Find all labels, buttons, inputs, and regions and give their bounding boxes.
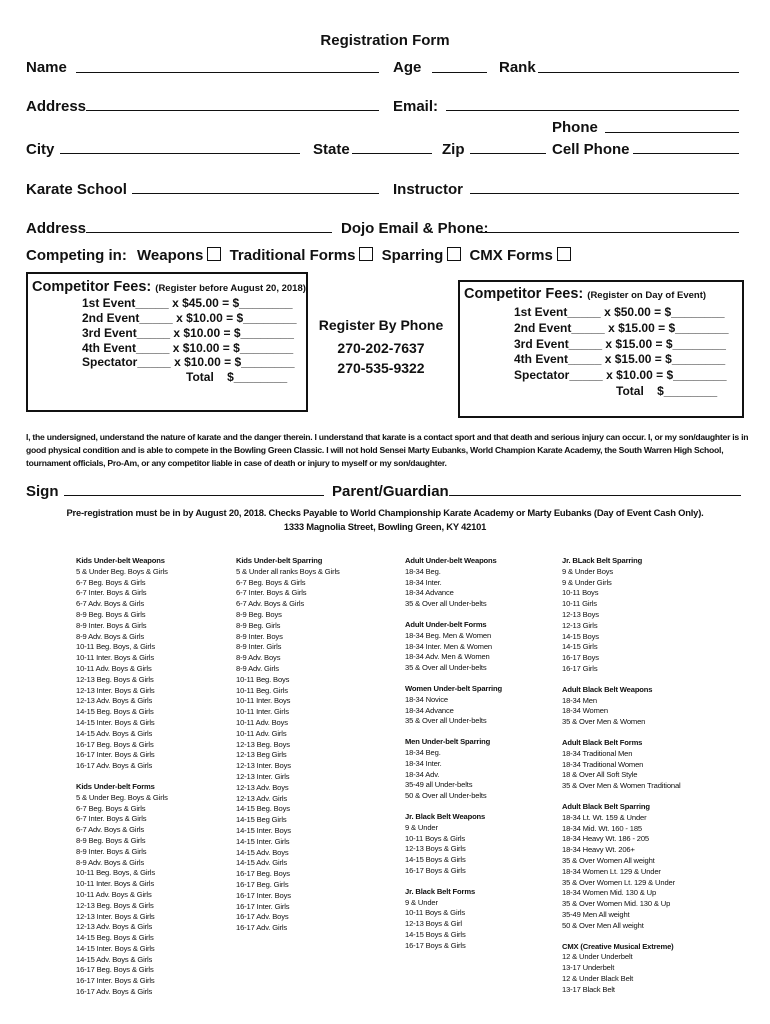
fee-day-row-1 <box>514 305 725 319</box>
division-item: 18-34 Adv. <box>405 769 440 779</box>
division-item: 16-17 Adv. Girls <box>236 923 288 933</box>
option-sparring[interactable] <box>382 247 462 264</box>
address-field[interactable] <box>86 110 379 111</box>
division-header: Adult Black Belt Sparring <box>562 801 650 811</box>
fees-before-box <box>26 272 308 412</box>
division-header: Jr. Black Belt Weapons <box>405 811 486 821</box>
waiver-text: I, the undersigned, understand the nature of karate and the danger therein. I understand that karate is a contact sport and that death and serious injury can occur. I, or my son/daughter is in good physical condition and is able to compete in the Bowling Green Classic. I will not hold Sensei Marty Eubanks, World Champion Karate Academy, the South Warren High School, tournament officials, Pro-Am, or any competitor liable in case of death or injury to myself or my son/daughter. <box>26 432 749 468</box>
fee-before-row-3 <box>82 326 294 340</box>
division-item: 16-17 Beg. Boys <box>236 869 290 879</box>
fee-total: $________ <box>233 341 294 355</box>
division-item: 18-34 Advance <box>405 705 454 715</box>
fee-label: 1st Event_____ <box>514 305 601 319</box>
fee-total: $________ <box>665 337 726 351</box>
division-item: 12-13 Inter. Boys & Girls <box>76 911 155 921</box>
division-item: 10-11 Inter. Girls <box>236 707 289 717</box>
register-phone-1: 270-202-7637 <box>337 340 425 356</box>
age-field[interactable] <box>432 72 487 73</box>
rank-label: Rank <box>499 59 536 76</box>
division-item: 18-34 Beg. Men & Women <box>405 630 492 640</box>
fee-total: $________ <box>665 352 726 366</box>
fees-day-title-text: Competitor Fees: <box>464 286 584 302</box>
division-item: 9 & Under Girls <box>562 577 612 587</box>
division-item: 8-9 Inter. Boys & Girls <box>76 620 147 630</box>
division-item: 5 & Under Beg. Boys & Girls <box>76 566 168 576</box>
dojo-label: Dojo Email & Phone: <box>341 220 489 237</box>
fees-before-note: (Register before August 20, 2018) <box>155 283 306 294</box>
state-field[interactable] <box>352 153 432 154</box>
division-item: 10-11 Beg. Boys, & Girls <box>76 868 155 878</box>
division-item: 5 & Under all ranks Boys & Girls <box>236 566 340 576</box>
fee-day-row-3 <box>514 337 726 351</box>
division-item: 10-11 Inter. Boys & Girls <box>76 879 154 889</box>
fees-day-box <box>458 280 744 418</box>
division-item: 5 & Under Beg. Boys & Girls <box>76 792 168 802</box>
division-item: 18-34 Inter. <box>405 577 442 587</box>
fee-label: 3rd Event_____ <box>82 326 171 340</box>
city-field[interactable] <box>60 153 300 154</box>
weapons-checkbox[interactable] <box>207 247 221 261</box>
traditional-forms-checkbox[interactable] <box>359 247 373 261</box>
prereg-line-1: Pre-registration must be in by August 20, 2018. Checks Payable to World Championship Karate Academy or Marty Eubanks (Day of Event Cash Only). <box>66 507 704 518</box>
address-label: Address <box>26 98 87 115</box>
division-item: 10-11 Adv. Boys & Girls <box>76 663 152 673</box>
division-item: 18-34 Novice <box>405 694 448 704</box>
section-gap <box>405 877 502 887</box>
division-item: 6-7 Adv. Boys & Girls <box>76 599 145 609</box>
fee-price: x $10.00 = <box>174 355 232 369</box>
division-item: 10-11 Adv. Girls <box>236 728 287 738</box>
fee-price: x $15.00 = <box>605 337 663 351</box>
division-item: 6-7 Inter. Boys & Girls <box>76 588 147 598</box>
division-item: 16-17 Beg. Girls <box>236 879 289 889</box>
division-item: 14-15 Inter. Girls <box>236 836 290 846</box>
fees-before-title <box>32 279 306 295</box>
division-item: 8-9 Inter. Girls <box>236 642 282 652</box>
instructor-field[interactable] <box>470 193 739 194</box>
section-gap <box>405 674 502 684</box>
division-header: Men Under-belt Sparring <box>405 737 491 747</box>
section-gap <box>562 932 681 942</box>
division-item: 14-15 Boys & Girls <box>405 929 466 939</box>
register-phone-2: 270-535-9322 <box>337 360 425 376</box>
division-item: 12-13 Adv. Boys & Girls <box>76 696 153 706</box>
division-header: Jr. Black Belt Forms <box>405 886 476 896</box>
fee-day-total <box>616 384 717 398</box>
division-item: 12-13 Boys <box>562 609 599 619</box>
section-gap <box>562 728 681 738</box>
division-item: 35 & Over Women Mid. 130 & Up <box>562 899 671 909</box>
division-item: 16-17 Adv. Boys & Girls <box>76 761 153 771</box>
division-item: 12-13 Inter. Boys <box>236 761 291 771</box>
division-item: 13-17 Black Belt <box>562 984 615 994</box>
fee-price: x $10.00 = <box>172 341 230 355</box>
division-item: 35 & Over Men & Women <box>562 717 646 727</box>
total-value: $________ <box>657 384 718 398</box>
division-item: 18-34 Inter. Men & Women <box>405 641 493 651</box>
division-item: 12 & Under Black Belt <box>562 973 634 983</box>
division-item: 12-13 Inter. Girls <box>236 771 290 781</box>
school-address-field[interactable] <box>86 232 332 233</box>
age-label: Age <box>393 59 422 76</box>
division-item: 10-11 Boys & Girls <box>405 908 466 918</box>
fee-total: $________ <box>664 305 725 319</box>
section-gap <box>405 610 502 620</box>
name-label: Name <box>26 59 67 76</box>
division-item: 8-9 Adv. Boys & Girls <box>76 631 145 641</box>
division-header: Jr. BLack Belt Sparring <box>562 556 643 565</box>
division-item: 10-11 Adv. Boys <box>236 717 288 727</box>
competing-row <box>26 247 571 264</box>
division-item: 9 & Under Boys <box>562 566 614 576</box>
state-label: State <box>313 141 350 158</box>
division-item: 16-17 Adv. Boys & Girls <box>76 987 153 997</box>
division-item: 18-34 Inter. <box>405 758 442 768</box>
division-item: 50 & Over all Under-belts <box>405 791 487 801</box>
fee-label: 2nd Event_____ <box>82 311 173 325</box>
division-item: 35 & Over all Under-belts <box>405 716 487 726</box>
fee-label: 2nd Event_____ <box>514 321 605 335</box>
name-field[interactable] <box>76 72 379 73</box>
fee-label: 4th Event_____ <box>82 341 170 355</box>
division-item: 16-17 Adv. Boys <box>236 912 289 922</box>
fee-label: Spectator_____ <box>82 355 171 369</box>
division-header: Kids Under-belt Sparring <box>236 556 323 565</box>
cell-phone-field[interactable] <box>633 153 739 154</box>
division-item: 16-17 Beg. Boys & Girls <box>76 965 154 975</box>
division-header: Adult Under-belt Forms <box>405 619 487 629</box>
division-item: 16-17 Boys & Girls <box>405 865 466 875</box>
phone-field[interactable] <box>605 132 739 133</box>
email-label: Email: <box>393 98 439 115</box>
division-item: 16-17 Inter. Boys & Girls <box>76 976 155 986</box>
division-item: 10-11 Beg. Boys <box>236 674 290 684</box>
option-sparring-label: Sparring <box>381 247 444 264</box>
division-item: 12-13 Beg Girls <box>236 750 287 760</box>
division-item: 13-17 Underbelt <box>562 963 615 973</box>
division-item: 6-7 Adv. Boys & Girls <box>236 599 305 609</box>
division-item: 14-15 Inter. Boys & Girls <box>76 717 155 727</box>
division-item: 16-17 Inter. Girls <box>236 901 290 911</box>
sparring-checkbox[interactable] <box>447 247 461 261</box>
division-item: 16-17 Inter. Boys <box>236 890 291 900</box>
division-item: 8-9 Adv. Boys & Girls <box>76 857 145 867</box>
division-item: 14-15 Adv. Boys <box>236 847 289 857</box>
instructor-label: Instructor <box>393 181 464 198</box>
fee-day-row-5 <box>514 368 727 382</box>
fee-label: 3rd Event_____ <box>514 337 603 351</box>
fees-before-title-text: Competitor Fees: <box>32 279 152 295</box>
fee-before-row-1 <box>82 296 293 310</box>
division-item: 8-9 Beg. Boys & Girls <box>76 609 146 619</box>
division-item: 18-34 Traditional Men <box>562 748 633 758</box>
division-item: 14-15 Boys & Girls <box>405 855 466 865</box>
division-item: 8-9 Inter. Boys & Girls <box>76 846 147 856</box>
division-item: 10-11 Girls <box>562 599 597 609</box>
division-header: Women Under-belt Sparring <box>405 683 502 693</box>
division-item: 35 & Over all Under-belts <box>405 663 487 673</box>
division-item: 18 & Over All Soft Style <box>562 770 638 780</box>
division-item: 35 & Over Women Lt. 129 & Under <box>562 877 675 887</box>
fee-day-row-4 <box>514 352 725 366</box>
fee-label: 1st Event_____ <box>82 296 169 310</box>
division-item: 8-9 Adv. Girls <box>236 663 279 673</box>
fee-before-row-2 <box>82 311 297 325</box>
total-label: Total <box>186 370 214 384</box>
option-weapons-label: Weapons <box>137 247 204 264</box>
division-item: 35 & Over Women All weight <box>562 855 655 865</box>
division-header: Kids Under-belt Forms <box>76 781 155 791</box>
division-item: 35-49 all Under-belts <box>405 780 473 790</box>
division-item: 10-11 Beg. Girls <box>236 685 288 695</box>
division-item: 18-34 Mid. Wt. 160 - 185 <box>562 823 642 833</box>
fees-day-title <box>464 286 706 302</box>
division-item: 35-49 Men All weight <box>562 909 630 919</box>
zip-field[interactable] <box>470 153 546 154</box>
division-item: 16-17 Boys <box>562 653 599 663</box>
division-item: 18-34 Advance <box>405 588 454 598</box>
division-header: Adult Black Belt Weapons <box>562 684 653 694</box>
fee-total: $________ <box>234 355 295 369</box>
division-item: 14-15 Beg. Boys & Girls <box>76 707 154 717</box>
division-item: 14-15 Beg. Boys & Girls <box>76 933 154 943</box>
register-phone-title: Register By Phone <box>318 317 444 333</box>
rank-field[interactable] <box>538 72 739 73</box>
division-item: 18-34 Adv. Men & Women <box>405 652 490 662</box>
form-title: Registration Form <box>320 32 450 49</box>
division-item: 18-34 Women <box>562 706 608 716</box>
city-label: City <box>26 141 55 158</box>
option-cmx-forms-label: CMX Forms <box>469 247 553 264</box>
fee-total: $________ <box>666 368 727 382</box>
division-item: 6-7 Adv. Boys & Girls <box>76 825 145 835</box>
division-item: 9 & Under <box>405 897 438 907</box>
division-item: 10-11 Adv. Boys & Girls <box>76 889 152 899</box>
division-item: 18-34 Lt. Wt. 159 & Under <box>562 812 647 822</box>
division-item: 8-9 Beg. Boys & Girls <box>76 835 146 845</box>
zip-label: Zip <box>442 141 465 158</box>
division-item: 16-17 Beg. Boys & Girls <box>76 739 154 749</box>
division-item: 10-11 Inter. Boys & Girls <box>76 653 154 663</box>
option-cmx-forms[interactable] <box>469 247 570 264</box>
email-field[interactable] <box>446 110 739 111</box>
division-item: 16-17 Girls <box>562 663 598 673</box>
division-header: Adult Black Belt Forms <box>562 737 643 747</box>
division-item: 18-34 Beg. <box>405 747 441 757</box>
school-address-label: Address <box>26 220 87 237</box>
division-item: 18-34 Traditional Women <box>562 759 644 769</box>
division-item: 12-13 Beg. Boys <box>236 739 290 749</box>
fee-price: x $50.00 = <box>604 305 662 319</box>
dojo-field[interactable] <box>478 232 739 233</box>
division-item: 12-13 Adv. Girls <box>236 793 288 803</box>
division-item: 14-15 Beg. Boys <box>236 804 290 814</box>
division-item: 9 & Under <box>405 822 438 832</box>
division-header: CMX (Creative Musical Extreme) <box>562 941 674 951</box>
division-item: 14-15 Adv. Girls <box>236 858 288 868</box>
division-item: 10-11 Boys & Girls <box>405 833 466 843</box>
division-item: 12-13 Beg. Boys & Girls <box>76 900 154 910</box>
division-item: 8-9 Beg. Girls <box>236 620 281 630</box>
division-item: 14-15 Boys <box>562 631 599 641</box>
division-header: Adult Under-belt Weapons <box>405 556 497 565</box>
division-item: 8-9 Beg. Boys <box>236 609 282 619</box>
fee-total: $________ <box>668 321 729 335</box>
section-gap <box>562 675 681 685</box>
division-item: 18-34 Beg. <box>405 566 441 576</box>
division-item: 10-11 Boys <box>562 588 599 598</box>
prereg-line-2: 1333 Magnolia Street, Bowling Green, KY 42101 <box>283 521 487 532</box>
fee-day-row-2 <box>514 321 729 335</box>
division-item: 14-15 Adv. Boys & Girls <box>76 954 153 964</box>
section-gap <box>405 802 502 812</box>
division-item: 12-13 Adv. Boys <box>236 782 289 792</box>
division-item: 12-13 Inter. Boys & Girls <box>76 685 155 695</box>
division-item: 14-15 Girls <box>562 642 598 652</box>
cmx-forms-checkbox[interactable] <box>557 247 571 261</box>
division-item: 18-34 Men <box>562 695 597 705</box>
fee-total: $________ <box>233 326 294 340</box>
division-item: 18-34 Heavy Wt. 206+ <box>562 845 635 855</box>
division-item: 8-9 Inter. Boys <box>236 631 283 641</box>
division-item: 35 & Over Men & Women Traditional <box>562 781 681 791</box>
division-item: 6-7 Beg. Boys & Girls <box>236 577 306 587</box>
division-item: 8-9 Adv. Boys <box>236 653 281 663</box>
division-item: 12-13 Boys & Girls <box>405 844 466 854</box>
division-item: 18-34 Women Mid. 130 & Up <box>562 888 657 898</box>
fee-before-total <box>186 370 287 384</box>
fee-price: x $10.00 = <box>606 368 664 382</box>
fee-before-row-4 <box>82 341 293 355</box>
fee-before-row-5 <box>82 355 295 369</box>
division-item: 6-7 Beg. Boys & Girls <box>76 803 146 813</box>
competing-label: Competing in: <box>26 247 127 264</box>
division-item: 16-17 Inter. Boys & Girls <box>76 750 155 760</box>
fee-label: Spectator_____ <box>514 368 603 382</box>
option-weapons[interactable] <box>137 247 221 264</box>
division-item: 14-15 Inter. Boys <box>236 825 291 835</box>
divisions-column-4 <box>562 556 681 995</box>
division-item: 14-15 Inter. Boys & Girls <box>76 943 155 953</box>
fee-label: 4th Event_____ <box>514 352 602 366</box>
division-item: 16-17 Boys & Girls <box>405 940 466 950</box>
divisions-column-1 <box>76 556 168 998</box>
fee-total: $________ <box>232 296 293 310</box>
divisions-column-2 <box>236 556 340 934</box>
option-traditional-forms-label: Traditional Forms <box>229 247 356 264</box>
division-item: 6-7 Inter. Boys & Girls <box>76 814 147 824</box>
karate-school-label: Karate School <box>26 181 127 198</box>
division-item: 14-15 Beg Girls <box>236 815 287 825</box>
fee-price: x $10.00 = <box>173 326 231 340</box>
option-traditional-forms[interactable] <box>230 247 374 264</box>
division-item: 12-13 Adv. Boys & Girls <box>76 922 153 932</box>
section-gap <box>562 792 681 802</box>
fee-price: x $45.00 = <box>172 296 230 310</box>
division-item: 12 & Under Underbelt <box>562 952 633 962</box>
division-item: 50 & Over Men All weight <box>562 920 644 930</box>
phone-label: Phone <box>552 119 598 136</box>
sign-field[interactable] <box>64 495 324 496</box>
karate-school-field[interactable] <box>132 193 379 194</box>
division-item: 6-7 Beg. Boys & Girls <box>76 577 146 587</box>
cell-phone-label: Cell Phone <box>552 141 630 158</box>
divisions-column-3 <box>405 556 502 952</box>
total-value: $________ <box>227 370 288 384</box>
fee-price: x $15.00 = <box>608 321 666 335</box>
division-item: 12-13 Girls <box>562 620 598 630</box>
total-label: Total <box>616 384 644 398</box>
fee-price: x $15.00 = <box>604 352 662 366</box>
sign-label: Sign <box>26 483 59 500</box>
parent-field[interactable] <box>449 495 741 496</box>
section-gap <box>76 772 168 782</box>
division-item: 12-13 Boys & Girl <box>405 919 462 929</box>
division-item: 6-7 Inter. Boys & Girls <box>236 588 307 598</box>
fee-price: x $10.00 = <box>176 311 234 325</box>
division-item: 10-11 Inter. Boys <box>236 696 291 706</box>
division-item: 18-34 Women Lt. 129 & Under <box>562 866 661 876</box>
division-item: 14-15 Adv. Boys & Girls <box>76 728 153 738</box>
fee-total: $________ <box>236 311 297 325</box>
prereg-notice <box>0 506 770 534</box>
parent-label: Parent/Guardian <box>332 483 449 500</box>
division-item: 18-34 Heavy Wt. 186 - 205 <box>562 834 650 844</box>
division-item: 10-11 Beg. Boys, & Girls <box>76 642 155 652</box>
division-item: 12-13 Beg. Boys & Girls <box>76 674 154 684</box>
section-gap <box>405 727 502 737</box>
fees-day-note: (Register on Day of Event) <box>587 290 707 301</box>
division-header: Kids Under-belt Weapons <box>76 556 165 565</box>
division-item: 35 & Over all Under-belts <box>405 599 487 609</box>
